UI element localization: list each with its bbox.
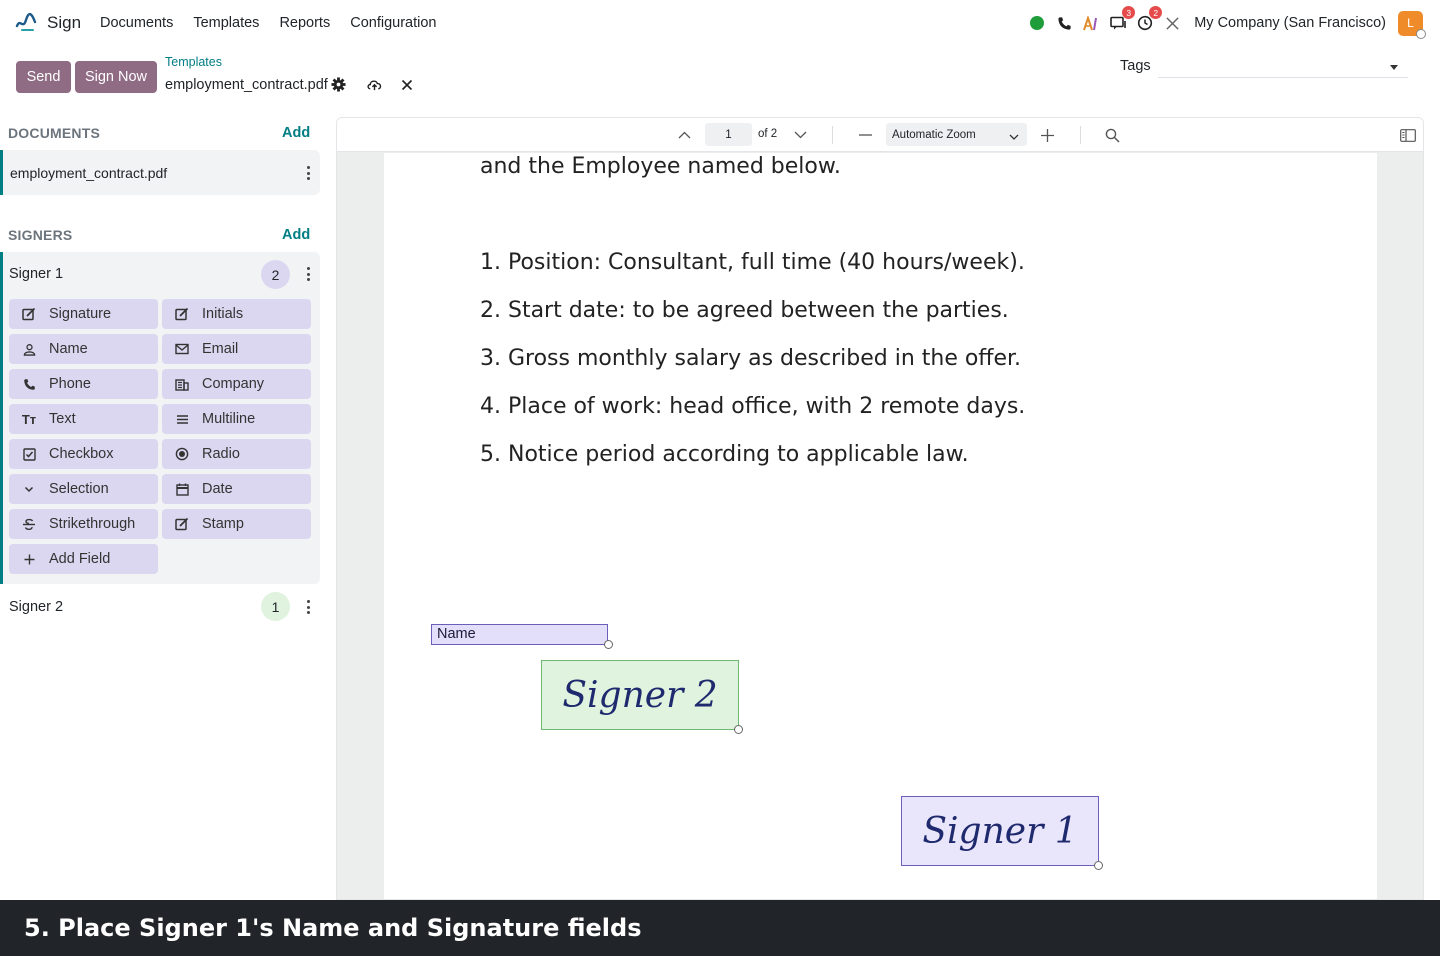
page-count: of 2 (758, 128, 778, 140)
field-label: Strikethrough (49, 516, 136, 532)
documents-title: DOCUMENTS (8, 125, 101, 141)
messages-badge: 3 (1122, 6, 1135, 19)
building-icon (172, 377, 192, 391)
resize-handle[interactable] (734, 725, 743, 734)
field-label: Checkbox (49, 446, 114, 462)
field-label: Initials (202, 306, 244, 322)
tags-input[interactable] (1158, 57, 1408, 78)
field-label: Name (49, 341, 88, 357)
field-label: Phone (49, 376, 91, 392)
sign-logo-icon[interactable] (14, 10, 38, 34)
pdf-text-line: 3. Gross monthly salary as described in the offer. (480, 346, 1022, 371)
activities-badge: 2 (1149, 6, 1162, 19)
company-switcher[interactable]: My Company (San Francisco) (1194, 15, 1386, 31)
signer-1-options-icon[interactable] (306, 267, 310, 281)
app-name[interactable]: Sign (47, 13, 82, 32)
add-document-button[interactable]: Add (282, 125, 311, 141)
step-caption: 5. Place Signer 1's Name and Signature fields (0, 900, 1440, 956)
search-icon[interactable] (1103, 126, 1121, 144)
record-name: employment_contract.pdf (165, 77, 328, 93)
signers-title: SIGNERS (8, 227, 73, 243)
field-label: Stamp (202, 516, 244, 532)
systray (1027, 0, 1440, 46)
field-initials-button[interactable] (162, 299, 311, 329)
pdf-page (384, 153, 1377, 900)
field-label: Radio (202, 446, 240, 462)
field-checkbox-button[interactable] (9, 439, 158, 469)
field-label: Signature (49, 306, 112, 322)
field-company-button[interactable] (162, 369, 311, 399)
activities-clock-icon[interactable] (1135, 7, 1159, 33)
field-radio-button[interactable] (162, 439, 311, 469)
zoom-select[interactable] (886, 123, 1027, 146)
phone-icon (19, 378, 39, 391)
document-item[interactable] (0, 150, 320, 195)
phone-icon[interactable] (1054, 13, 1074, 33)
resize-handle[interactable] (604, 640, 613, 649)
signature-field-signer-2[interactable] (541, 660, 739, 730)
chevron-down-icon (1009, 131, 1019, 143)
field-label: Selection (49, 481, 109, 497)
send-button[interactable]: Send (16, 61, 71, 93)
tags-label: Tags (1120, 58, 1151, 74)
toolbar-separator (832, 126, 833, 144)
page-number-input[interactable]: 1 (705, 123, 752, 146)
user-avatar[interactable]: L (1398, 11, 1423, 36)
field-email-button[interactable] (162, 334, 311, 364)
signer-1-panel (0, 252, 320, 584)
signer-2-options-icon[interactable] (306, 600, 310, 614)
user-icon (19, 343, 39, 356)
pdf-text-line: 1. Position: Consultant, full time (40 hours/week). (480, 250, 1025, 275)
signer-1-count-badge: 2 (261, 260, 290, 289)
field-label: Email (202, 341, 239, 357)
field-label: Company (202, 376, 265, 392)
checkbox-icon (19, 448, 39, 461)
sign-now-button[interactable]: Sign Now (75, 61, 157, 93)
field-multiline-button[interactable] (162, 404, 311, 434)
ai-icon[interactable] (1081, 13, 1101, 33)
lines-icon (172, 414, 192, 425)
text-icon: Tт (21, 411, 37, 427)
field-label: Add Field (49, 551, 111, 567)
radio-icon (172, 447, 192, 461)
gear-icon[interactable] (330, 76, 347, 93)
signer-2-item[interactable] (0, 592, 320, 622)
pdf-text-line: 4. Place of work: head office, with 2 remote days. (480, 394, 1026, 419)
name-field-signer-1[interactable]: Name (431, 624, 608, 645)
previous-page-icon[interactable] (675, 126, 693, 144)
presence-status-icon[interactable] (1027, 13, 1047, 33)
pdf-text-line: and the Employee named below. (480, 154, 841, 179)
pdf-toolbar (337, 118, 1424, 152)
envelope-icon (172, 343, 192, 355)
resize-handle[interactable] (1094, 861, 1103, 870)
sidebar-toggle-icon[interactable] (1399, 126, 1417, 144)
plus-icon (19, 554, 39, 565)
messages-icon[interactable] (1108, 7, 1132, 33)
field-stamp-button[interactable] (162, 509, 311, 539)
field-strikethrough-button[interactable] (9, 509, 158, 539)
field-signature-button[interactable] (9, 299, 158, 329)
zoom-in-icon[interactable] (1038, 126, 1056, 144)
pdf-text-line: 2. Start date: to be agreed between the parties. (480, 298, 1009, 323)
cloud-upload-icon[interactable] (366, 76, 383, 93)
document-options-icon[interactable] (306, 166, 310, 180)
field-text-button[interactable] (9, 404, 158, 434)
stamp-icon (172, 517, 192, 531)
discard-close-icon[interactable] (398, 76, 415, 93)
calendar-icon (172, 483, 192, 496)
zoom-value: Automatic Zoom (892, 128, 976, 141)
signature-text: Signer 2 (562, 674, 718, 716)
signature-field-signer-1[interactable] (901, 796, 1099, 866)
field-date-button[interactable] (162, 474, 311, 504)
signer-2-name[interactable]: Signer 2 (9, 599, 64, 615)
field-label: Date (202, 481, 233, 497)
main-menu (100, 15, 436, 31)
top-navbar (0, 0, 1440, 46)
menu-templates[interactable]: Templates (193, 15, 260, 31)
field-name-button[interactable] (9, 334, 158, 364)
strikethrough-icon (19, 518, 39, 531)
signature-icon (19, 307, 39, 321)
menu-configuration[interactable]: Configuration (350, 15, 437, 31)
caret-down-icon (1390, 65, 1398, 70)
field-label: Multiline (202, 411, 256, 427)
signature-text: Signer 1 (922, 810, 1078, 852)
pdf-text-line: 5. Notice period according to applicable law. (480, 442, 969, 467)
pdf-viewer (336, 117, 1424, 900)
add-field-button[interactable] (9, 544, 158, 574)
sign-sidebar (0, 113, 330, 900)
field-phone-button[interactable] (9, 369, 158, 399)
field-selection-button[interactable] (9, 474, 158, 504)
menu-reports[interactable]: Reports (279, 15, 331, 31)
initials-icon (172, 307, 192, 321)
signer-2-count-badge: 1 (261, 592, 290, 621)
tools-icon[interactable] (1162, 13, 1182, 33)
breadcrumb-templates[interactable]: Templates (165, 55, 222, 69)
signer-1-name[interactable]: Signer 1 (9, 266, 64, 282)
document-name: employment_contract.pdf (10, 165, 168, 181)
zoom-out-icon[interactable] (856, 126, 874, 144)
chevron-down-icon (19, 486, 39, 493)
field-label: Text (49, 411, 76, 427)
next-page-icon[interactable] (791, 126, 809, 144)
menu-documents[interactable]: Documents (100, 15, 174, 31)
add-signer-button[interactable]: Add (282, 227, 311, 243)
toolbar-separator (1080, 126, 1081, 144)
